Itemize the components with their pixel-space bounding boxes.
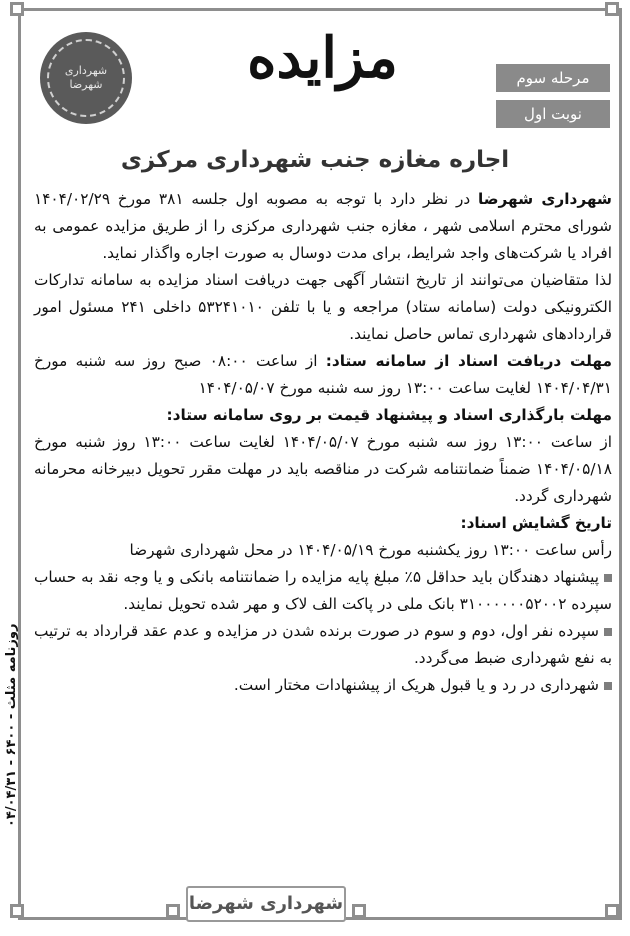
opening-text: رأس ساعت ۱۳:۰۰ روز یکشنبه مورخ ۱۴۰۴/۰۵/۱۹ در محل شهرداری شهرضا xyxy=(129,541,612,559)
stage-badge: مرحله سوم xyxy=(496,64,610,92)
frame-corner xyxy=(352,904,366,918)
upload-deadline-text: از ساعت ۱۳:۰۰ روز سه شنبه مورخ ۱۴۰۴/۰۵/۰۷ لغایت ساعت ۱۳:۰۰ روز شنبه مورخ ۱۴۰۴/۰۵/۱۸ ضمناً ضمانتنامه شرکت در مناقصه باید در مهلت مقرر تحویل دبیرخانه محرمانه شهرداری گردد. xyxy=(34,433,612,505)
newspaper-label: روزنامه مثلث - ۶۴۰۰ - ۰۴/۰۴/۳۱ xyxy=(4,623,19,827)
round-badge: نوبت اول xyxy=(496,100,610,128)
frame-corner xyxy=(10,2,24,16)
receive-deadline-label: مهلت دریافت اسناد از سامانه ستاد: xyxy=(325,352,612,370)
frame-corner xyxy=(605,904,619,918)
opening-label: تاریخ گشایش اسناد: xyxy=(460,514,612,532)
bullet-icon xyxy=(604,574,612,582)
bullet-icon xyxy=(604,628,612,636)
upload-deadline-label: مهلت بارگذاری اسناد و پیشنهاد قیمت بر روی سامانه ستاد: xyxy=(166,406,612,424)
municipality-seal-logo xyxy=(40,32,132,124)
frame-corner xyxy=(605,2,619,16)
intro-lead: شهرداری شهرضا xyxy=(478,190,612,208)
list-item xyxy=(34,564,612,618)
receive-deadline xyxy=(34,348,612,402)
seal-text: شهرداری شهرضا xyxy=(47,39,125,117)
bullet-text: سپرده نفر اول، دوم و سوم در صورت برنده شدن در مزایده و عدم عقد قرارداد به ترتیب به نفع شهرداری ضبط می‌گردد. xyxy=(34,622,612,667)
notice-title: مزایده xyxy=(247,25,398,91)
applicants-paragraph: لذا متقاضیان می‌توانند از تاریخ انتشار آگهی جهت دریافت اسناد مزایده به سامانه تدارکات الکترونیکی دولت (سامانه ستاد) مراجعه و یا با تلفن ۵۳۲۴۱۰۱۰ داخلی ۲۴۱ مسئول امور قراردادهای شهرداری تماس حاصل نمایند. xyxy=(34,271,612,343)
intro-text: در نظر دارد با توجه به مصوبه اول جلسه ۳۸۱ مورخ ۱۴۰۴/۰۲/۲۹ شورای محترم اسلامی شهر ، مغازه جنب شهرداری مرکزی را از طریق مزایده عمومی به افراد یا شرکت‌های واجد شرایط، برای مدت دوسال به صورت اجاره واگذار نماید. xyxy=(34,190,612,262)
list-item xyxy=(34,672,612,699)
notice-subtitle: اجاره مغازه جنب شهرداری مرکزی xyxy=(120,147,510,173)
list-item xyxy=(34,618,612,672)
intro-paragraph xyxy=(34,186,612,267)
footer-signature: شهرداری شهرضا xyxy=(186,886,346,922)
notice-body xyxy=(34,186,612,866)
bullet-text: پیشنهاد دهندگان باید حداقل ۵٪ مبلغ پایه مزایده را ضمانتنامه بانکی و یا وجه نقد به حساب سپرده ۳۱۰۰۰۰۰۰۵۲۰۰۲ بانک ملی در پاکت الف لاک و مهر شده تحویل نمایند. xyxy=(34,568,612,613)
bullet-text: شهرداری در رد و یا قبول هریک از پیشنهادات مختار است. xyxy=(233,676,599,694)
receive-deadline-text: از ساعت ۰۸:۰۰ صبح روز سه شنبه مورخ ۱۴۰۴/۰۴/۳۱ لغایت ساعت ۱۳:۰۰ روز سه شنبه مورخ ۱۴۰۴/۰۵/۰۷ xyxy=(34,352,612,397)
bullet-icon xyxy=(604,682,612,690)
frame-corner xyxy=(166,904,180,918)
